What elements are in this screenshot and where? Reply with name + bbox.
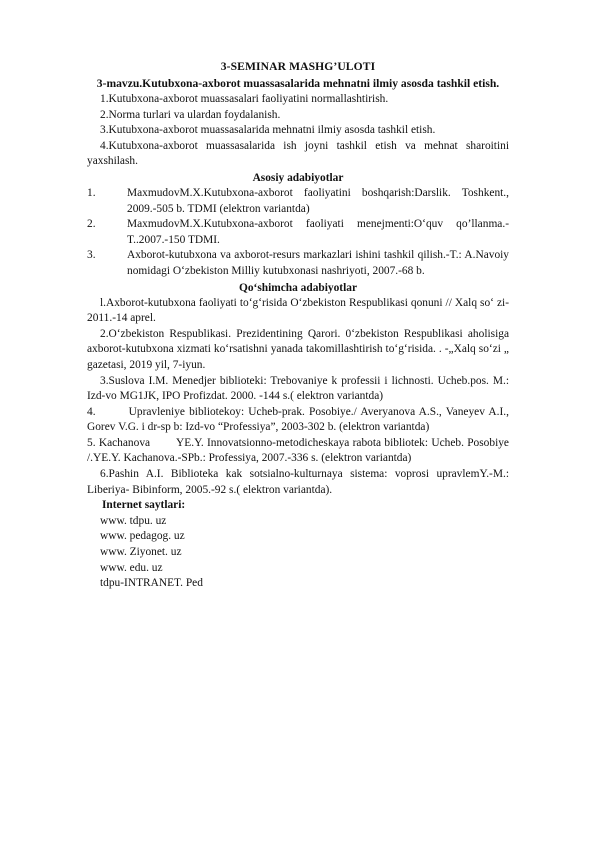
plan-item: 4.Kutubxona-axborot muassasalarida ish joyni tashkil etish va mehnat sharoitini yaxshilash. — [87, 139, 509, 168]
plan-item: 3.Kutubxona-axborot muassasalarida mehnatni ilmiy asosda tashkil etish. — [100, 124, 436, 137]
additional-literature-item: 5. Kachanova YE.Y. Innovatsionno-metodicheskaya rabota bibliotek: Ucheb. Posobiye /.YE.Y. Kachanova.-SPb.: Professiya, 2007.-336 s. (elektron variantda) — [87, 436, 512, 465]
topic-subtitle: 3-mavzu.Kutubxona-axborot muassasalarida mehnatni ilmiy asosda tashkil etish. — [96, 77, 500, 90]
literature-item — [87, 248, 509, 279]
main-literature-list — [87, 186, 509, 280]
website-link[interactable]: www. tdpu. uz — [100, 514, 167, 527]
literature-item-text: MaxmudovM.X.Kutubxona-axborot faoliyati menejmenti:O‘quv qo’llanma.- T..2007.-150 TDMI. — [127, 218, 509, 246]
additional-literature-item: l.Axborot-kutubxona faoliyati to‘g‘risida O‘zbekiston Respublikasi qonuni // Xalq so‘ zi-2011.-14 aprel. — [87, 296, 509, 325]
website-link[interactable]: www. edu. uz — [100, 561, 163, 574]
page-content — [87, 58, 512, 592]
literature-item-text: Axborot-kutubxona va axborot-resurs markazlari ishini tashkil qilish.-T.: A.Navoiy nomidagi O‘zbekiston Milliy kutubxonasi nashriyoti, 2007.-68 b. — [127, 249, 509, 277]
main-literature-heading: Asosiy adabiyotlar — [252, 171, 344, 184]
literature-item-number: 1. — [87, 186, 96, 199]
website-link[interactable]: tdpu-INTRANET. Ped — [100, 577, 203, 590]
website-link[interactable]: www. Ziyonet. uz — [100, 546, 182, 559]
additional-literature-list — [87, 296, 512, 499]
literature-item — [87, 186, 509, 217]
plan-item: 1.Kutubxona-axborot muassasalari faoliyatini normallashtirish. — [100, 93, 389, 105]
additional-literature-item: 2.O‘zbekiston Respublikasi. Prezidentining Qarori. 0‘zbekiston Respublikasi aholisiga axborot-kutubxona xizmati ko‘rsatishni yanada takomillashtirish to‘g‘risida. . -„Xalq so‘zi „ gazetasi, 2019 yil, 7-iyun. — [87, 327, 509, 371]
plan-list — [87, 92, 509, 170]
literature-item-text: MaxmudovM.X.Kutubxona-axborot faoliyatini boshqarish:Darslik. Toshkent., 2009.-505 b. TDMI (elektron variantda) — [127, 186, 509, 215]
seminar-title: 3-SEMINAR MASHG’ULOTI — [220, 60, 376, 73]
additional-literature-item: 4. Upravleniye bibliotekoy: Ucheb-prak. Posobiye./ Averyanova A.S., Vaneyev A.I., Gorev V.G. i dr-sp b: Izd-vo “Professiya”, 2003-302 b. (elektron variantda) — [87, 405, 512, 434]
literature-item — [87, 217, 509, 248]
additional-literature-item: 6.Pashin A.I. Biblioteka kak sotsialno-kulturnaya sistema: voprosi upravlemY.-M.: Liberiya- Bibinform, 2005.-92 s.( elektron variantda). — [87, 468, 509, 496]
additional-literature-item: 3.Suslova I.M. Menedjer biblioteki: Trebovaniye k professii i lichnosti. Ucheb.pos. M.: Izd-vo MG1JK, IPO Profizdat. 2000. -144 s.( elektron variantda) — [87, 374, 509, 403]
websites-list — [87, 514, 509, 592]
websites-heading: Internet saytlari: — [102, 499, 186, 512]
literature-item-number: 3. — [87, 249, 96, 262]
plan-item: 2.Norma turlari va ulardan foydalanish. — [100, 108, 281, 121]
additional-literature-heading: Qo‘shimcha adabiyotlar — [238, 281, 358, 294]
literature-item-number: 2. — [87, 218, 96, 231]
website-link[interactable]: www. pedagog. uz — [100, 530, 185, 543]
